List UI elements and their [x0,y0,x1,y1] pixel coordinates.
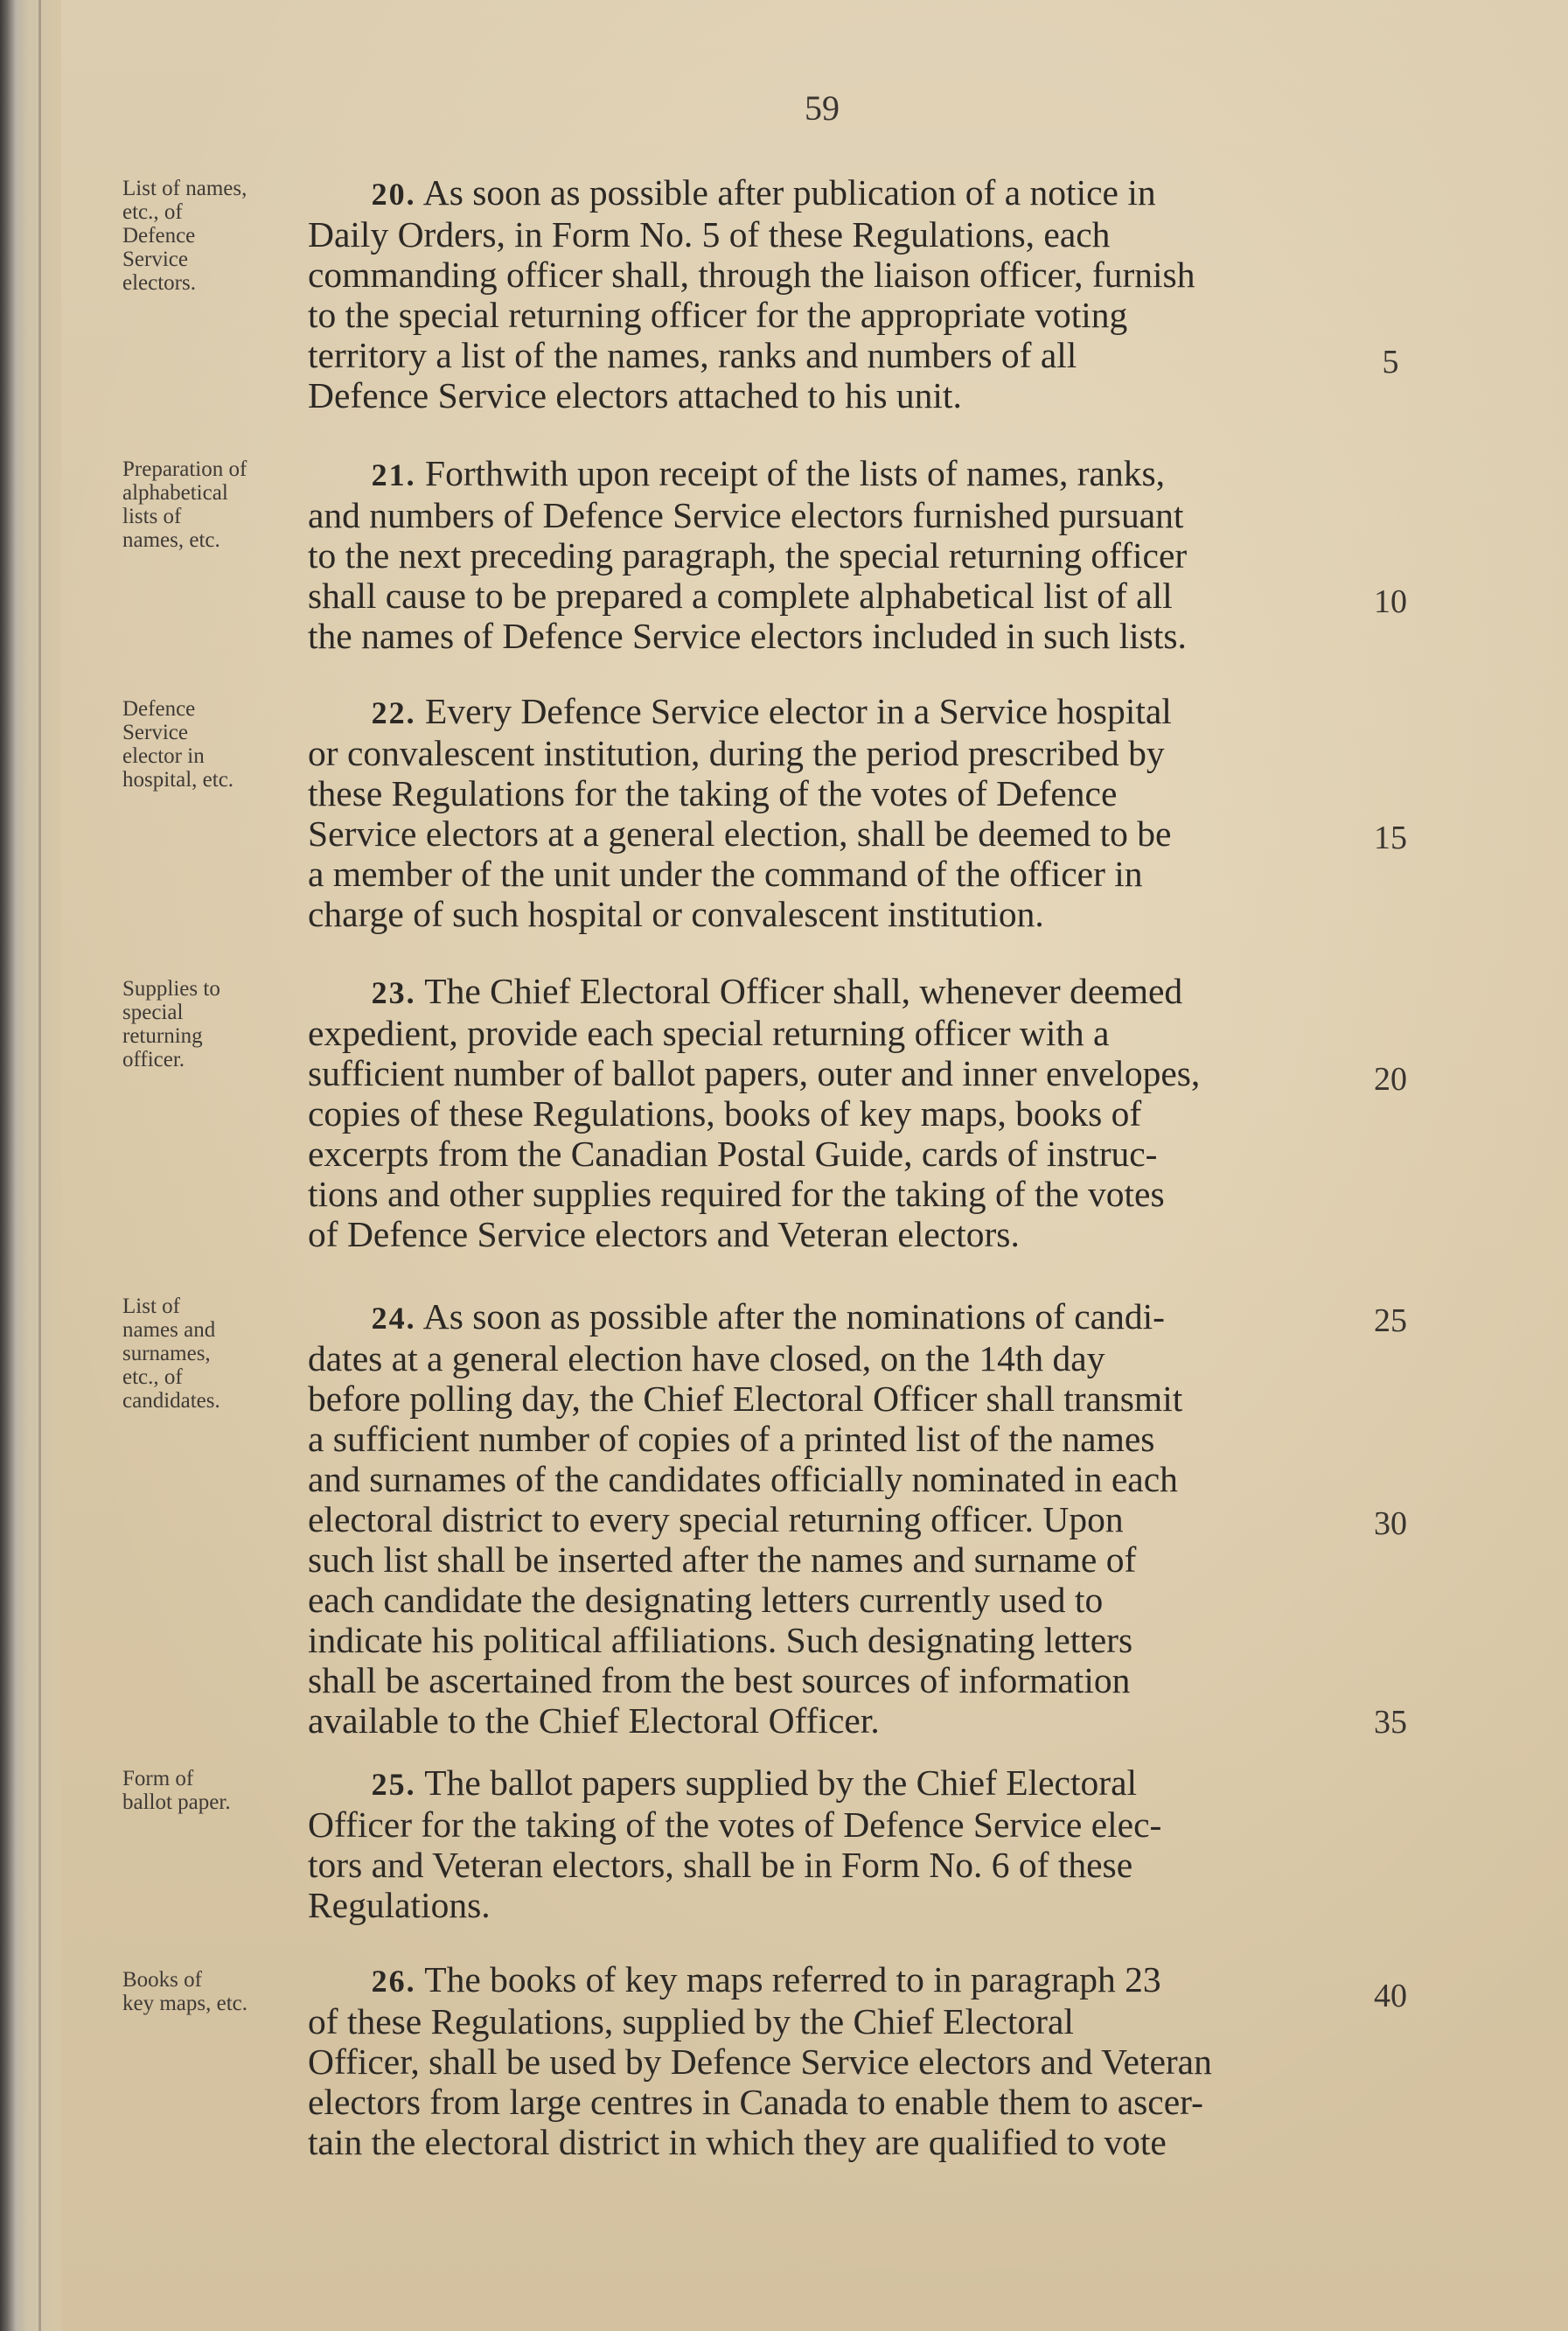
book-binding [0,0,61,2331]
margin-note-21: Preparation of alphabetical lists of names, etc. [122,457,247,552]
paragraph-24: 24. As soon as possible after the nominations of candi- dates at a general election have closed, on the 14th day before polling day, the Chief Electoral Officer shall transmit a sufficient number of copies of a printed list of the names and surnames of the candidates officially nominated in each electoral district to every special returning officer. Upon such list shall be inserted after the names and surname of each candidate the designating letters currently used to indicate his political affiliations. Such designating letters shall be ascertained from the best sources of information available to the Chief Electoral Officer. [308,1296,1183,1741]
margin-note-22: Defence Service elector in hospital, etc. [122,697,234,792]
line-number-30: 30 [1374,1505,1407,1542]
margin-note-23: Supplies to special returning officer. [122,977,220,1071]
paragraph-25: 25. The ballot papers supplied by the Chief Electoral Officer for the taking of the votes of Defence Service elec- tors and Veteran electors, shall be in Form No. 6 of these Regulations. [308,1762,1162,1925]
margin-note-20: List of names, etc., of Defence Service electors. [122,177,247,295]
margin-note-25: Form of ballot paper. [122,1767,231,1814]
paragraph-20: 20. As soon as possible after publication of a notice in Daily Orders, in Form No. 5 of these Regulations, each commanding officer shall, through the liaison officer, furnish to the special returning officer for the appropriate voting territory a list of the names, ranks and numbers of all Defence Service electors attached to his unit. [308,172,1195,415]
margin-note-24: List of names and surnames, etc., of candidates. [122,1295,220,1413]
paragraph-number: 24. [371,1301,416,1336]
line-number-20: 20 [1374,1061,1407,1098]
line-number-5: 5 [1382,344,1399,380]
line-number-10: 10 [1374,583,1407,620]
page-number: 59 [805,88,840,128]
line-number-25: 25 [1374,1302,1407,1339]
paragraph-number: 20. [371,177,416,212]
paragraph-number: 25. [371,1767,416,1802]
line-number-40: 40 [1374,1978,1407,2014]
binding-crease [38,0,41,2331]
paragraph-21: 21. Forthwith upon receipt of the lists of names, ranks, and numbers of Defence Service electors furnished pursuant to the next preceding paragraph, the special returning officer shall cause to be prepared a complete alphabetical list of all the names of Defence Service electors included in such lists. [308,453,1188,656]
paragraph-26: 26. The books of key maps referred to in paragraph 23 of these Regulations, supplied by the Chief Electoral Officer, shall be used by Defence Service electors and Veteran electors from large centres in Canada to enable them to ascer- tain the electoral district in which they are qualified to vote [308,1959,1212,2162]
paragraph-number: 26. [371,1964,416,1999]
margin-note-26: Books of key maps, etc. [122,1968,248,2015]
paragraph-number: 21. [371,457,416,492]
line-number-35: 35 [1374,1704,1407,1741]
paragraph-23: 23. The Chief Electoral Officer shall, whenever deemed expedient, provide each special returning officer with a sufficient number of ballot papers, outer and inner envelopes, copies of these Regulations, books of key maps, books of excerpts from the Canadian Postal Guide, cards of instruc- tions and other supplies required for the taking of the votes of Defence Service electors and Veteran electors. [308,971,1201,1254]
paragraph-number: 22. [371,695,416,730]
paragraph-number: 23. [371,975,416,1010]
paragraph-22: 22. Every Defence Service elector in a Service hospital or convalescent institution, during the period prescribed by these Regulations for the taking of the votes of Defence Service electors at a general election, shall be deemed to be a member of the unit under the command of the officer in charge of such hospital or convalescent institution. [308,691,1172,934]
line-number-15: 15 [1374,820,1407,856]
